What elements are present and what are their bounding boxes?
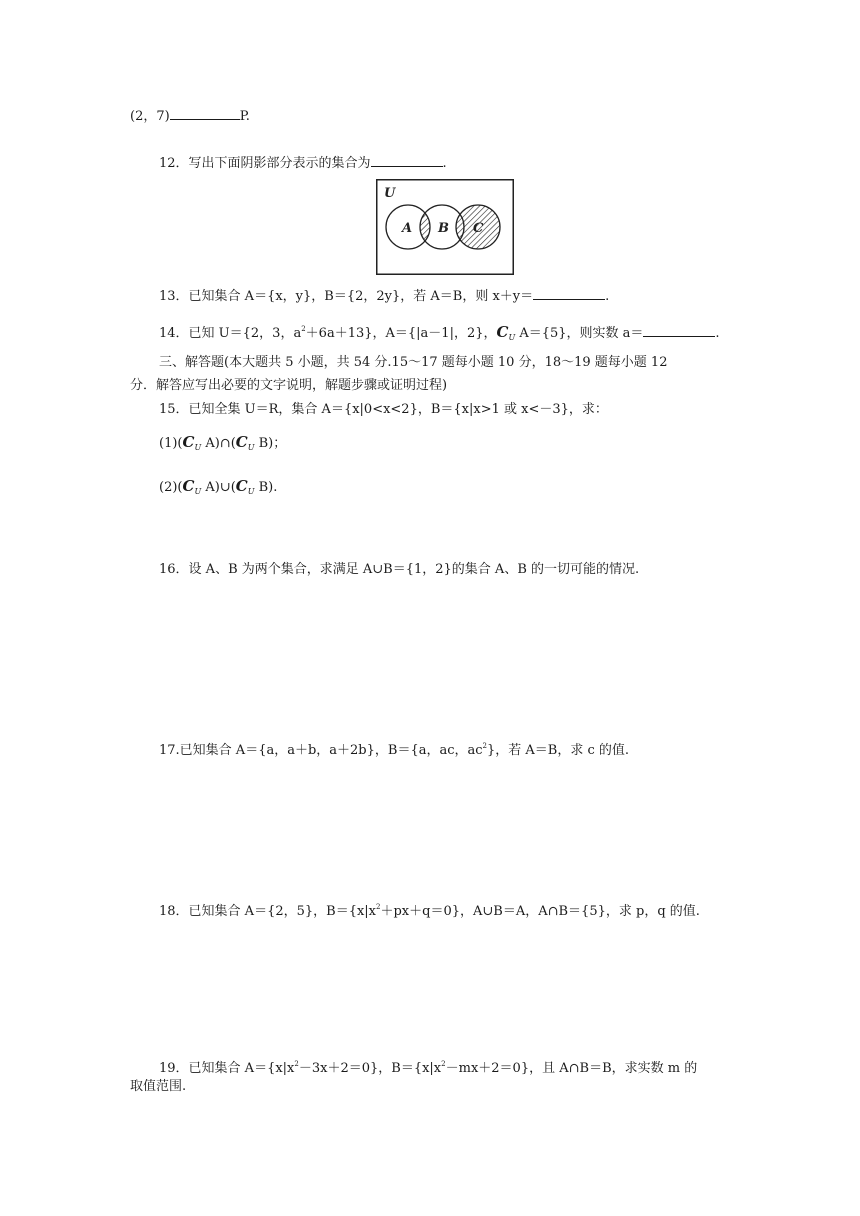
q14-answer-blank[interactable] bbox=[643, 324, 715, 337]
q15-p2-label: (2)( bbox=[159, 480, 183, 495]
q15-p1-label: (1)( bbox=[159, 436, 183, 451]
question-15: 15．已知全集 U＝R，集合 A＝{x|0<x<2}，B＝{x|x>1 或 x<－3}，求： bbox=[159, 402, 608, 417]
q11-tail bbox=[130, 107, 250, 126]
q19-text-1: 19．已知集合 A＝{x|x bbox=[159, 1061, 295, 1076]
q12-end: . bbox=[442, 156, 447, 171]
q18-sup: 2 bbox=[376, 903, 381, 911]
circle-c-label: C bbox=[473, 221, 484, 236]
question-14 bbox=[159, 320, 720, 347]
complement-subscript: U bbox=[247, 443, 255, 452]
q19-text-3: －mx＋2＝0}，且 A∩B＝B，求实数 m 的 bbox=[445, 1061, 698, 1076]
complement-symbol: C bbox=[182, 433, 195, 451]
q15-p2-end: B). bbox=[254, 480, 278, 495]
q15-p1-end: B)； bbox=[254, 436, 287, 451]
complement-symbol: C bbox=[235, 477, 248, 495]
q12-answer-blank[interactable] bbox=[371, 154, 443, 167]
venn-diagram bbox=[376, 179, 514, 275]
complement-subscript: U bbox=[194, 443, 202, 452]
complement-subscript: U bbox=[194, 487, 202, 496]
q17-text-2: }，若 A＝B，求 c 的值. bbox=[487, 743, 630, 758]
q15-part-2 bbox=[159, 477, 277, 501]
circle-a-label: A bbox=[402, 221, 413, 236]
q18-text-2: ＋px＋q＝0}，A∪B＝A，A∩B＝{5}，求 p，q 的值. bbox=[380, 904, 700, 919]
q14-text-2: ＋6a＋13}，A＝{|a－1|，2}， bbox=[305, 326, 497, 341]
question-19 bbox=[159, 1055, 697, 1078]
q14-text-1: 14．已知 U＝{2，3，a bbox=[159, 326, 302, 341]
q11-tail-end: P. bbox=[239, 109, 250, 124]
q19-sup-1: 2 bbox=[294, 1060, 299, 1068]
q15-part-1 bbox=[159, 433, 286, 457]
complement-subscript: U bbox=[247, 487, 255, 496]
complement-symbol: C bbox=[182, 477, 195, 495]
q13-answer-blank[interactable] bbox=[533, 287, 605, 300]
q14-end: . bbox=[715, 326, 720, 341]
q19-line-2: 取值范围. bbox=[130, 1079, 187, 1094]
question-18 bbox=[159, 898, 700, 921]
q19-text-2: －3x＋2＝0}，B＝{x|x bbox=[298, 1061, 442, 1076]
q14-sup: 2 bbox=[301, 325, 306, 333]
q18-text-1: 18．已知集合 A＝{2，5}，B＝{x|x bbox=[159, 904, 377, 919]
q12-text: 12．写出下面阴影部分表示的集合为 bbox=[159, 156, 371, 171]
question-17 bbox=[159, 737, 629, 760]
q19-sup-2: 2 bbox=[441, 1060, 446, 1068]
q15-p2-mid: A)∪( bbox=[201, 480, 236, 495]
complement-subscript: U bbox=[508, 333, 516, 342]
question-16: 16．设 A、B 为两个集合，求满足 A∪B＝{1，2}的集合 A、B 的一切可能的情况. bbox=[159, 562, 640, 577]
q17-text-1: 17.已知集合 A＝{a，a＋b，a＋2b}，B＝{a，ac，ac bbox=[159, 743, 483, 758]
q13-end: . bbox=[605, 289, 610, 304]
complement-symbol: C bbox=[235, 433, 248, 451]
section-3-line-2: 分．解答应写出必要的文字说明，解题步骤或证明过程) bbox=[130, 378, 448, 393]
section-3-line-1: 三、解答题(本大题共 5 小题，共 54 分.15～17 题每小题 10 分，18～19 题每小题 12 bbox=[159, 355, 668, 370]
q15-p1-mid: A)∩( bbox=[201, 436, 236, 451]
question-12 bbox=[159, 154, 447, 173]
question-13 bbox=[159, 287, 609, 306]
q17-sup: 2 bbox=[482, 742, 488, 750]
q11-tail-text: (2，7) bbox=[130, 109, 170, 124]
q13-text: 13．已知集合 A＝{x，y}，B＝{2，2y}，若 A＝B，则 x＋y＝ bbox=[159, 289, 534, 304]
universe-label: U bbox=[384, 186, 396, 201]
complement-symbol: C bbox=[496, 323, 509, 341]
q11-answer-blank[interactable] bbox=[170, 107, 240, 120]
q14-text-3: A＝{5}，则实数 a＝ bbox=[515, 326, 644, 341]
circle-b-label: B bbox=[438, 221, 449, 236]
